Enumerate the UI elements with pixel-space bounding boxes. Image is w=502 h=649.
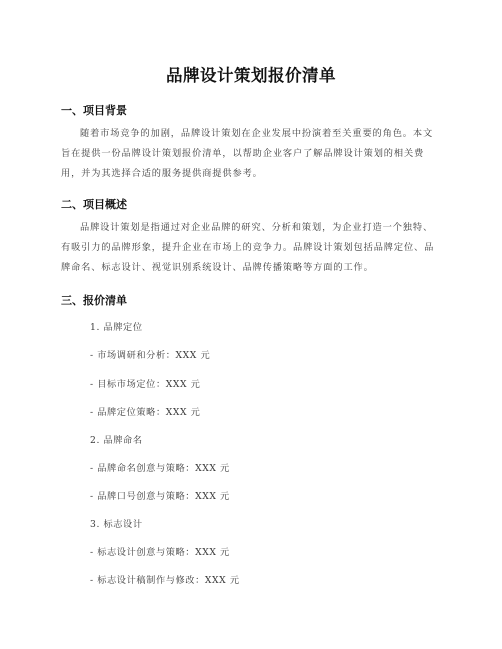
price-list-item: - 标志设计创意与策略：XXX 元 (90, 547, 230, 558)
price-list-item: - 品牌口号创意与策略：XXX 元 (90, 491, 230, 502)
document-title: 品牌设计策划报价清单 (166, 66, 336, 85)
section-paragraph-background: 随着市场竞争的加剧，品牌设计策划在企业发展中扮演着至关重要的角色。本文旨在提供一份品牌设计策划报价清单，以帮助企业客户了解品牌设计策划的相关费用，并为其选择合适的服务提供商提供参考。 (61, 128, 434, 179)
price-list-item: 1. 品牌定位 (90, 322, 143, 333)
price-list-item: 2. 品牌命名 (90, 435, 143, 446)
section-heading-overview: 二、项目概述 (61, 198, 127, 211)
section-paragraph-overview: 品牌设计策划是指通过对企业品牌的研究、分析和策划，为企业打造一个独特、有吸引力的品牌形象，提升企业在市场上的竞争力。品牌设计策划包括品牌定位、品牌命名、标志设计、视觉识别系统设计、品牌传播策略等方面的工作。 (61, 222, 435, 273)
price-list-item: 3. 标志设计 (90, 519, 143, 530)
price-list-item: - 目标市场定位：XXX 元 (90, 379, 201, 390)
price-list-item: - 市场调研和分析：XXX 元 (90, 350, 211, 361)
price-list-item: - 品牌定位策略：XXX 元 (90, 407, 201, 418)
section-heading-price-list: 三、报价清单 (61, 294, 127, 307)
section-heading-background: 一、项目背景 (61, 104, 127, 117)
price-list-item: - 品牌命名创意与策略：XXX 元 (90, 463, 230, 474)
price-list-item: - 标志设计稿制作与修改：XXX 元 (90, 575, 240, 586)
